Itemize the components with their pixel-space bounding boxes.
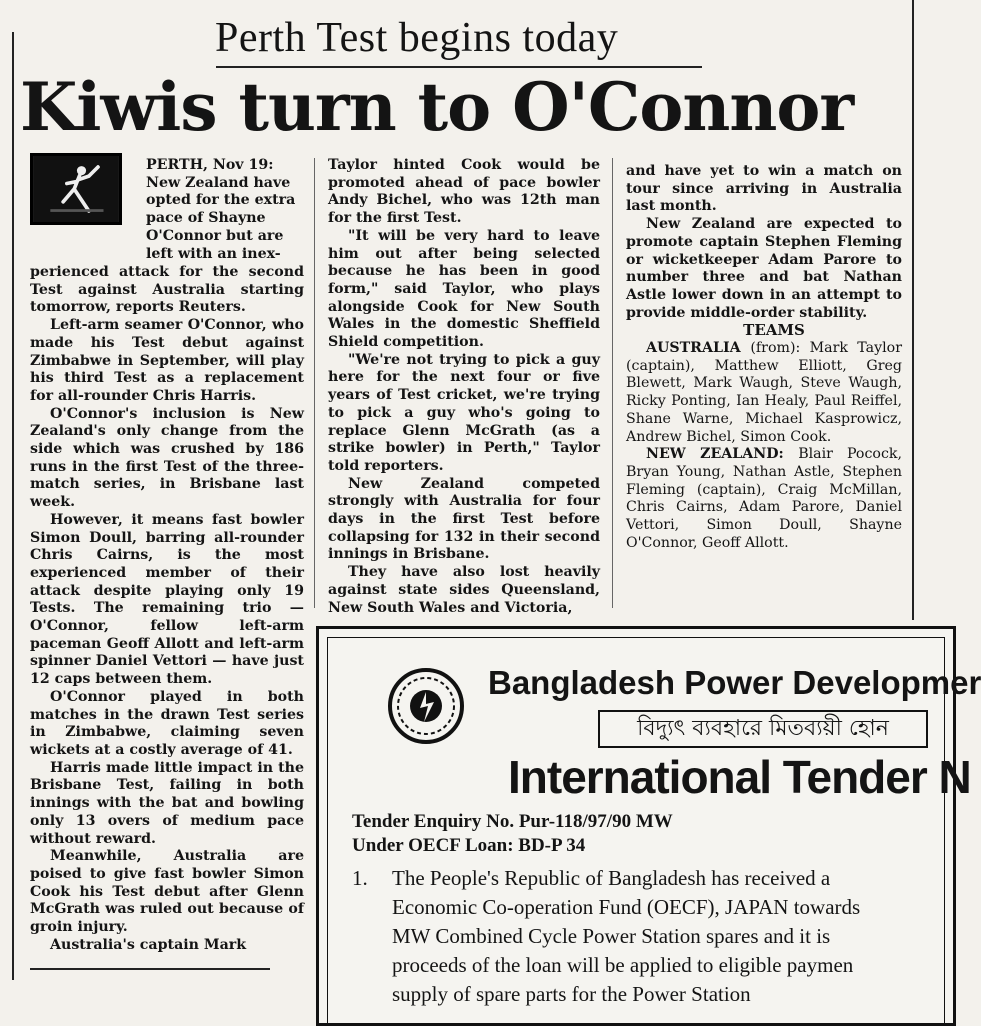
- team-australia: [626, 340, 902, 446]
- tender-reference: [352, 810, 673, 858]
- column-divider: [612, 158, 613, 608]
- paragraph: New Zealand are expected to promote captain Stephen Fleming or wicketkeeper Adam Parore to number three and bat Nathan Astle lower down in an attempt to provide middle-order stability.: [626, 216, 902, 321]
- lead-paragraph: PERTH, Nov 19: New Zealand have opted for the extra pace of Shayne O'Connor but are left with an inex-: [146, 157, 296, 262]
- team-new-zealand: [626, 446, 902, 552]
- team-label: AUSTRALIA: [646, 340, 741, 357]
- item-text: [392, 864, 860, 1009]
- tender-title: International Tender N: [508, 751, 971, 803]
- team-list: (from): Mark Taylor (captain), Matthew Elliott, Greg Blewett, Mark Waugh, Steve Waugh, Ricky Ponting, Ian Healy, Paul Reiffel, Shane Warne, Michael Kasprowicz, Andrew Bichel, Simon Cook.: [626, 340, 902, 445]
- column-2: [328, 157, 600, 617]
- cricketer-icon: [33, 156, 119, 222]
- item-number: 1.: [352, 866, 368, 890]
- left-border-line: [12, 32, 14, 980]
- teams-heading: TEAMS: [743, 321, 805, 340]
- organization-name: Bangladesh Power Developmer: [488, 664, 981, 701]
- item-line: MW Combined Cycle Power Station spares and it is: [392, 924, 831, 948]
- paragraph: Taylor hinted Cook would be promoted ahead of pace bowler Andy Bichel, who was 12th man for the first Test.: [328, 157, 600, 227]
- paragraph: "It will be very hard to leave him out after being selected because he has been in good form," said Taylor, who plays alongside Cook for New South Wales in the domestic Sheffield Shield competition.: [328, 227, 600, 351]
- item-line: proceeds of the loan will be applied to eligible paymen: [392, 953, 854, 977]
- paragraph: Australia's captain Mark: [50, 936, 247, 953]
- paragraph: O'Connor played in both matches in the drawn Test series in Zimbabwe, claiming seven wickets at a costly average of 41.: [30, 688, 304, 758]
- cricketer-photo: [30, 153, 122, 225]
- paragraph: and have yet to win a match on tour since arriving in Australia last month.: [626, 163, 902, 215]
- paragraph: New Zealand competed strongly with Australia for four days in the first Test before collapsing for 132 in their second innings in Brisbane.: [328, 475, 600, 563]
- column-1: [30, 264, 304, 954]
- item-line: Economic Co-operation Fund (OECF), JAPAN towards: [392, 895, 861, 919]
- team-list: Blair Pocock, Bryan Young, Nathan Astle, Stephen Fleming (captain), Craig McMillan, Chris Cairns, Adam Parore, Daniel Vettori, Simon Doull, Shayne O'Connor, Geoff Allott.: [626, 446, 902, 551]
- pdb-emblem-icon: [386, 666, 466, 746]
- paragraph: They have also lost heavily against state sides Queensland, New South Wales and Victoria,: [328, 564, 600, 616]
- team-label: NEW ZEALAND:: [646, 446, 784, 463]
- paragraph: Harris made little impact in the Brisbane Test, failing in both innings with the bat and bowling only 13 overs of medium pace without reward.: [30, 759, 304, 847]
- column-divider: [314, 158, 315, 608]
- paragraph: However, it means fast bowler Simon Doull, barring all-rounder Chris Cairns, is the most experienced member of their attack despite playing only 19 Tests. The remaining trio — O'Connor, fellow left-arm paceman Geoff Allott and left-arm spinner Daniel Vettori — have just 12 caps between them.: [30, 511, 304, 688]
- tender-advertisement: [316, 626, 981, 1026]
- column-3: [626, 163, 902, 552]
- tender-enquiry: Tender Enquiry No. Pur-118/97/90 MW: [352, 811, 673, 832]
- paragraph: Meanwhile, Australia are poised to give fast bowler Simon Cook his Test debut after Glenn McGrath was ruled out because of groin injury.: [30, 848, 304, 936]
- paragraph: "We're not trying to pick a guy here for the next four or five years of Test cricket, we're trying to pick a guy who's going to replace Glenn McGrath (as a strike bowler) in Perth," Taylor told reporters.: [328, 351, 600, 474]
- right-border-line: [912, 0, 914, 620]
- bottom-rule: [30, 968, 270, 970]
- paragraph: O'Connor's inclusion is New Zealand's only change from the side which was crushed by 186 runs in the first Test of the three-match series, in Brisbane last week.: [30, 405, 304, 511]
- paragraph: Left-arm seamer O'Connor, who made his Test debut against Zimbabwe in September, will play his third Test as a replacement for all-rounder Chris Harris.: [30, 317, 304, 404]
- loan-reference: Under OECF Loan: BD-P 34: [352, 835, 586, 856]
- main-headline: Kiwis turn to O'Connor: [20, 68, 854, 146]
- bengali-slogan: বিদ্যুৎ ব্যবহারে মিতব্যয়ী হোন: [598, 710, 928, 748]
- item-line: The People's Republic of Bangladesh has received a: [392, 866, 831, 890]
- paragraph: perienced attack for the second Test against Australia starting tomorrow, reports Reuters.: [30, 264, 304, 316]
- item-line: supply of spare parts for the Power Station: [392, 982, 751, 1006]
- kicker-headline: Perth Test begins today: [215, 15, 619, 61]
- ad-inner-frame: [327, 637, 981, 1023]
